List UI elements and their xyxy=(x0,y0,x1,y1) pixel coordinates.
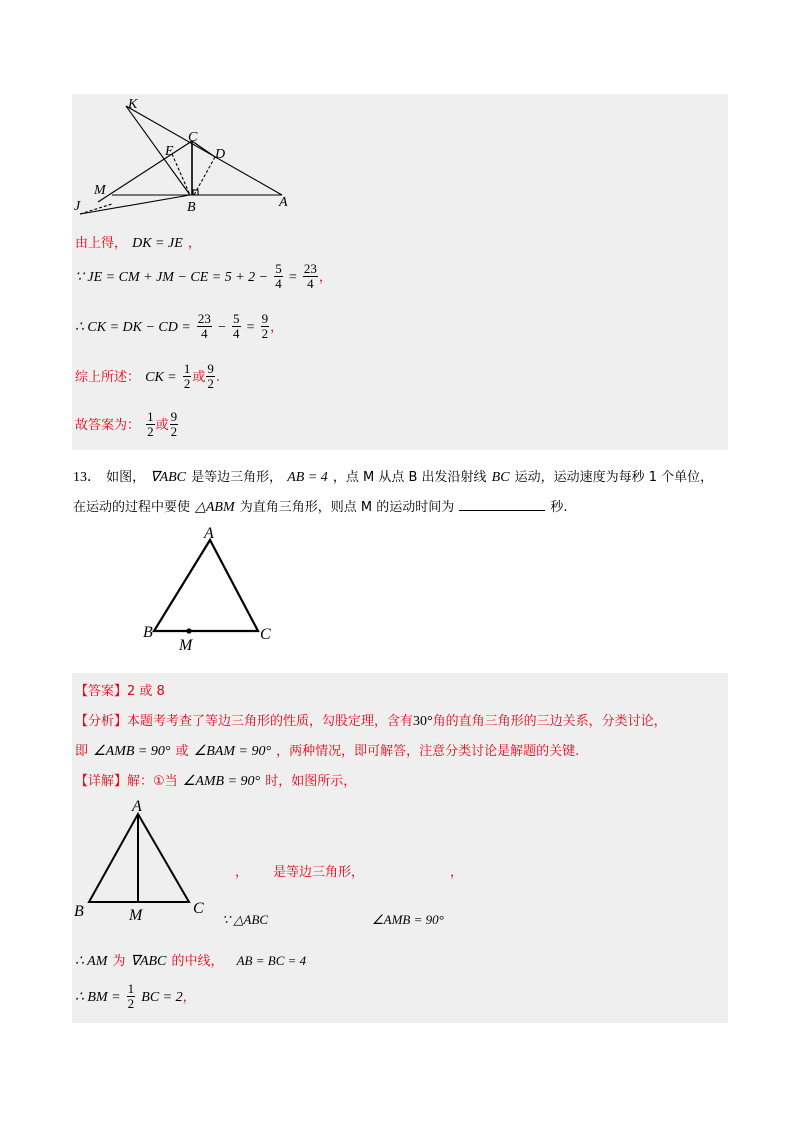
analysis-line-2: 即 ∠AMB = 90° 或 ∠BAM = 90° ，两种情况，即可解答，注意分类讨论是解题的关键. xyxy=(75,744,580,759)
point-m xyxy=(186,628,191,633)
is-equilateral-text: 是等边三角形， xyxy=(273,865,365,880)
question-13-line-2: 在运动的过程中要使 △ABM 为直角三角形，则点 M 的运动时间为 秒. xyxy=(73,496,568,516)
conclusion-line: 综上所述： CK = $\frac{1}{2}$ 或 $\frac{9}{2}$ . xyxy=(75,361,220,391)
label-b: B xyxy=(187,200,196,215)
angle-amb-90: ∠AMB = 90° xyxy=(372,912,444,927)
detail-line-1: 【详解】解：①当 ∠AMB = 90° 时，如图所示， xyxy=(75,774,357,789)
label-m: M xyxy=(94,183,106,198)
line-d-b-dashed xyxy=(194,157,215,195)
median-line: ∴ AM 为 ∇ABC 的中线， AB = BC = 4 xyxy=(75,953,307,969)
line-k-b xyxy=(126,106,190,195)
line-ck-calculation: ∴ CK = DK − CD = $\frac{23}{4}$ − $\frac{5}{4}$ = $\frac{9}{2}$ ， xyxy=(75,311,284,341)
fraction-1-2: $\frac{1}{2}$ xyxy=(147,409,154,439)
fraction-1-2: $\frac{1}{2}$ xyxy=(183,361,191,391)
fraction-5-4: $\frac{5}{4}$ xyxy=(233,311,240,341)
label-m: M xyxy=(129,907,143,922)
line-dk-equals-je: 由上得， DK = JE ， xyxy=(75,236,201,251)
fraction-23-4: $\frac{23}{4}$ xyxy=(303,261,317,291)
figure-case-1-triangle xyxy=(72,792,222,922)
label-a: A xyxy=(279,195,288,210)
label-j: J xyxy=(74,199,81,214)
figure-question-triangle xyxy=(140,524,290,654)
answer-line: 故答案为： $\frac{1}{2}$ 或 $\frac{9}{2}$ xyxy=(75,409,178,439)
analysis-line-1: 【分析】本题考考查了等边三角形的性质，勾股定理，含有30°角的直角三角形的三边关系，分类讨论， xyxy=(75,714,667,729)
label-d: D xyxy=(215,147,226,162)
figure-kcedmjba xyxy=(72,94,312,218)
fraction-5-4: $\frac{5}{4}$ xyxy=(275,261,282,291)
comma-2: ， xyxy=(450,865,464,880)
fraction-9-2: $\frac{9}{2}$ xyxy=(207,361,214,391)
bm-line: ∴ BM = $\frac{1}{2}$ BC = 2， xyxy=(75,981,196,1011)
fraction-9-2: $\frac{9}{2}$ xyxy=(261,311,269,341)
label-a: A xyxy=(204,525,214,542)
label-b: B xyxy=(143,624,153,641)
line-je-calculation: ∵ JE = CM + JM − CE = 5 + 2 − $\frac{5}{4}$ = $\frac{23}{4}$ ， xyxy=(75,261,332,291)
question-13-line-1: 13． 如图， ∇ABC 是等边三角形， AB = 4 ，点 M 从点 B 出发沿射线 BC 运动，运动速度为每秒 1 个单位， xyxy=(73,470,714,485)
because-triangle-abc: ∵ △ABC xyxy=(222,912,269,927)
fraction-9-2: $\frac{9}{2}$ xyxy=(170,409,178,439)
label-a: A xyxy=(132,798,142,815)
fraction-23-4: $\frac{23}{4}$ xyxy=(197,311,211,341)
triangle-abc xyxy=(154,540,258,631)
label-c: C xyxy=(260,626,271,643)
answer-blank xyxy=(459,496,545,511)
label-m: M xyxy=(179,637,193,654)
line-k-a xyxy=(126,106,282,195)
fraction-1-2: $\frac{1}{2}$ xyxy=(127,981,135,1011)
label-c: C xyxy=(188,130,198,145)
comma-1: ， xyxy=(235,865,249,880)
label-b: B xyxy=(74,903,84,920)
label-c: C xyxy=(193,900,204,917)
line-c-m xyxy=(98,141,192,202)
label-k: K xyxy=(128,97,138,112)
label-e: E xyxy=(165,144,174,159)
answer-row: 【答案】2 或 8 xyxy=(75,684,165,699)
